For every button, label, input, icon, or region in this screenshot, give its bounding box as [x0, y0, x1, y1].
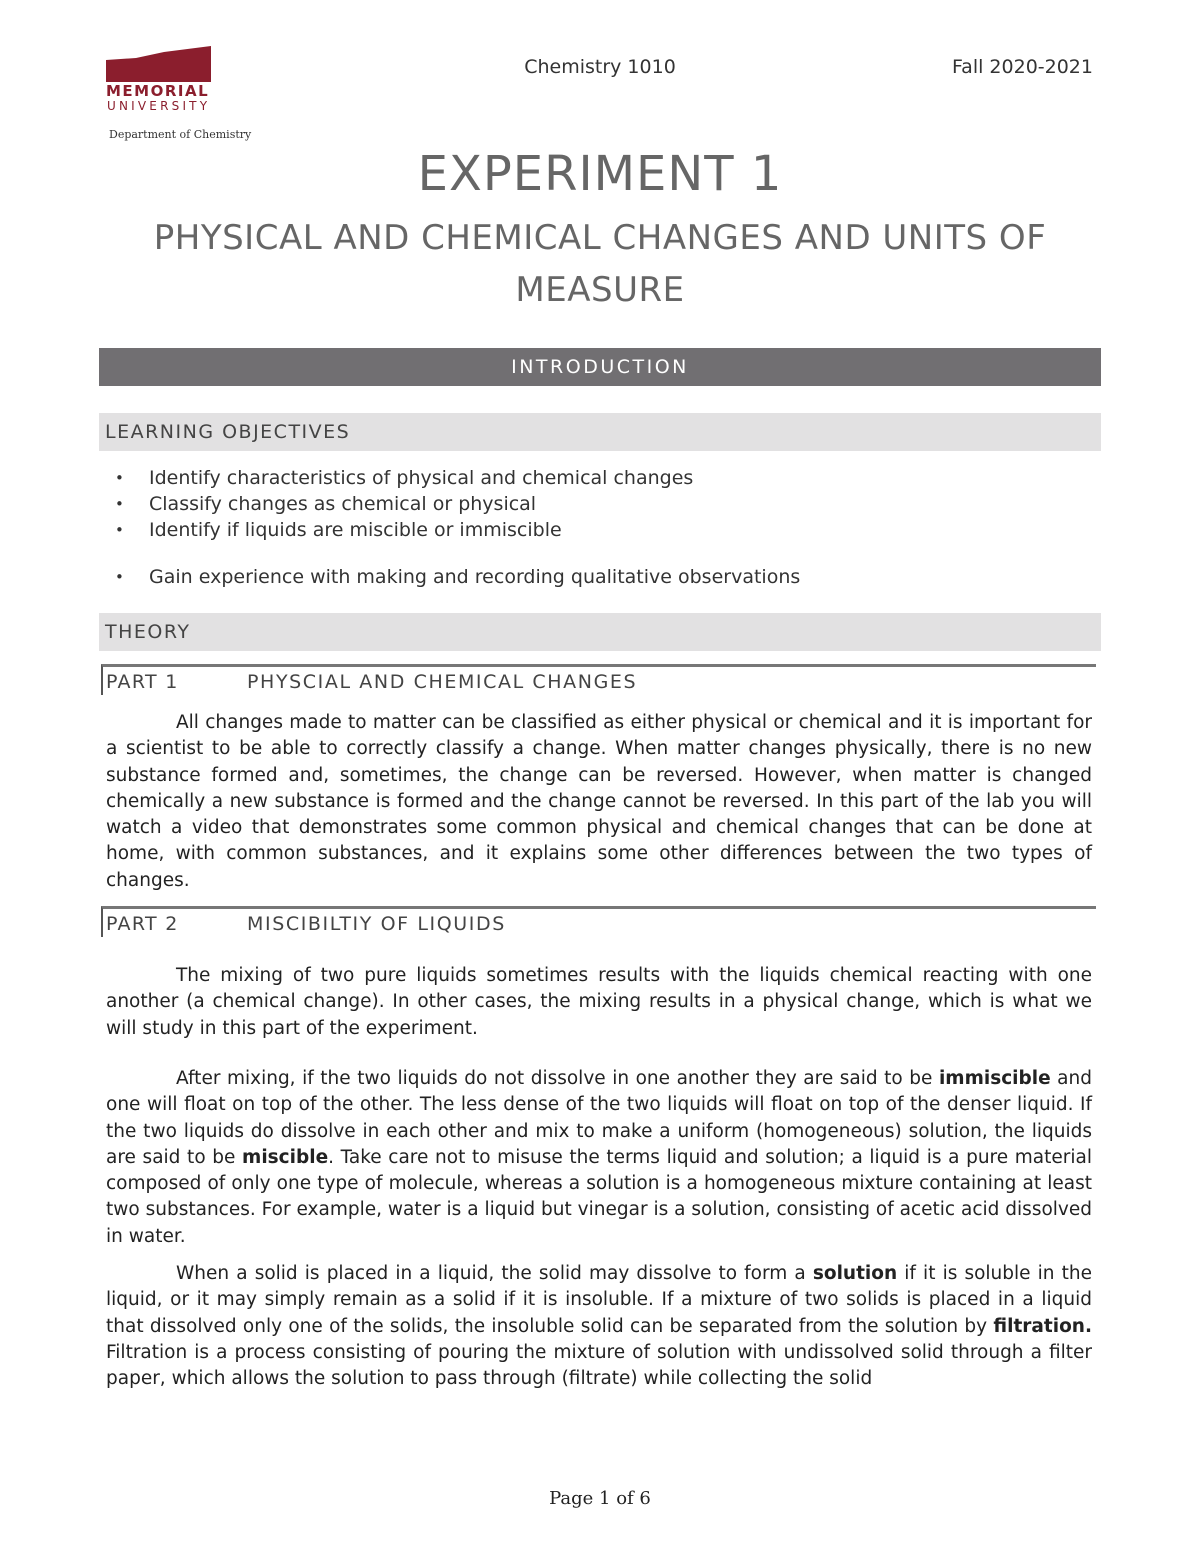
learning-objectives-label: LEARNING OBJECTIVES	[105, 421, 351, 443]
part1-heading	[101, 664, 1096, 695]
part1-title: PHYSCIAL AND CHEMICAL CHANGES	[247, 671, 638, 693]
part2-paragraph-1: The mixing of two pure liquids sometimes results with the liquids chemical reacting with one another (a chemical change). In other cases, the mixing results in a physical change, which is what we will study in this part of the experiment.	[106, 965, 1092, 1039]
part1-number: PART 1	[106, 671, 179, 693]
page-title: EXPERIMENT 1	[417, 146, 783, 202]
term-solution: solution	[812, 1263, 898, 1284]
part2-paragraph-2: After mixing, if the two liquids do not dissolve in one another they are said to be immiscible and one will float on top of the other. The less dense of the two liquids will float on top of the denser liquid. If the two liquids do dissolve in each other and mix to make a uniform (homogeneous) solution, the liquids are said to be miscible. Take care not to misuse the terms liquid and solution; a liquid is a pure material composed of only one type of molecule, whereas a solution is a homogeneous mixture containing at least two substances. For example, water is a liquid but vinegar is a solution, consisting of acetic acid dissolved in water.	[106, 1068, 1092, 1247]
theory-heading	[99, 613, 1101, 651]
bullet-icon: •	[115, 495, 124, 513]
list-item: • Identify characteristics of physical and chemical changes	[115, 467, 694, 489]
theory-label: THEORY	[105, 621, 191, 643]
part2-paragraph-3: When a solid is placed in a liquid, the solid may dissolve to form a solution if it is soluble in the liquid, or it may simply remain as a solid if it is insoluble. If a mixture of two solids is placed in a liquid that dissolved only one of the solids, the insoluble solid can be separated from the solution by filtration. Filtration is a process consisting of pouring the mixture of solution with undissolved solid through a filter paper, which allows the solution to pass through (filtrate) while collecting the solid	[106, 1263, 1093, 1390]
list-item: • Classify changes as chemical or physical	[115, 493, 537, 515]
term-immiscible: immiscible	[938, 1068, 1051, 1089]
part2-title: MISCIBILTIY OF LIQUIDS	[247, 913, 506, 935]
term-filtration: filtration.	[993, 1315, 1092, 1337]
learning-objectives-heading	[99, 413, 1101, 451]
logo-wordmark: MEMORIAL	[106, 82, 210, 100]
objectives-list	[115, 465, 1100, 590]
course-name: Chemistry 1010	[524, 56, 676, 78]
bullet-icon: •	[115, 469, 124, 487]
term: Fall 2020-2021	[952, 56, 1093, 78]
term-miscible: miscible	[242, 1146, 329, 1168]
page-number: Page 1 of 6	[549, 1488, 651, 1509]
introduction-heading: INTRODUCTION	[99, 348, 1101, 386]
bullet-icon: •	[115, 521, 124, 539]
part2-heading	[101, 906, 1096, 937]
list-item: • Identify if liquids are miscible or immiscible	[115, 519, 562, 541]
logo-subwordmark: UNIVERSITY	[107, 99, 211, 113]
list-item: • Gain experience with making and recording qualitative observations	[115, 566, 801, 588]
part1-paragraph: All changes made to matter can be classified as either physical or chemical and it is important for a scientist to be able to correctly classify a change. When matter changes physically, there is no new substance formed and, sometimes, the change can be reversed. However, when matter is changed chemically a new substance is formed and the change cannot be reversed. In this part of the lab you will watch a video that demonstrates some common physical and chemical changes that can be done at home, with common substances, and it explains some other differences between the two types of changes.	[106, 712, 1092, 891]
bullet-icon: •	[115, 568, 124, 586]
department-name: Department of Chemistry	[109, 128, 252, 141]
part2-number: PART 2	[106, 913, 179, 935]
page-subtitle: PHYSICAL AND CHEMICAL CHANGES AND UNITS OF MEASURE	[153, 218, 1047, 310]
